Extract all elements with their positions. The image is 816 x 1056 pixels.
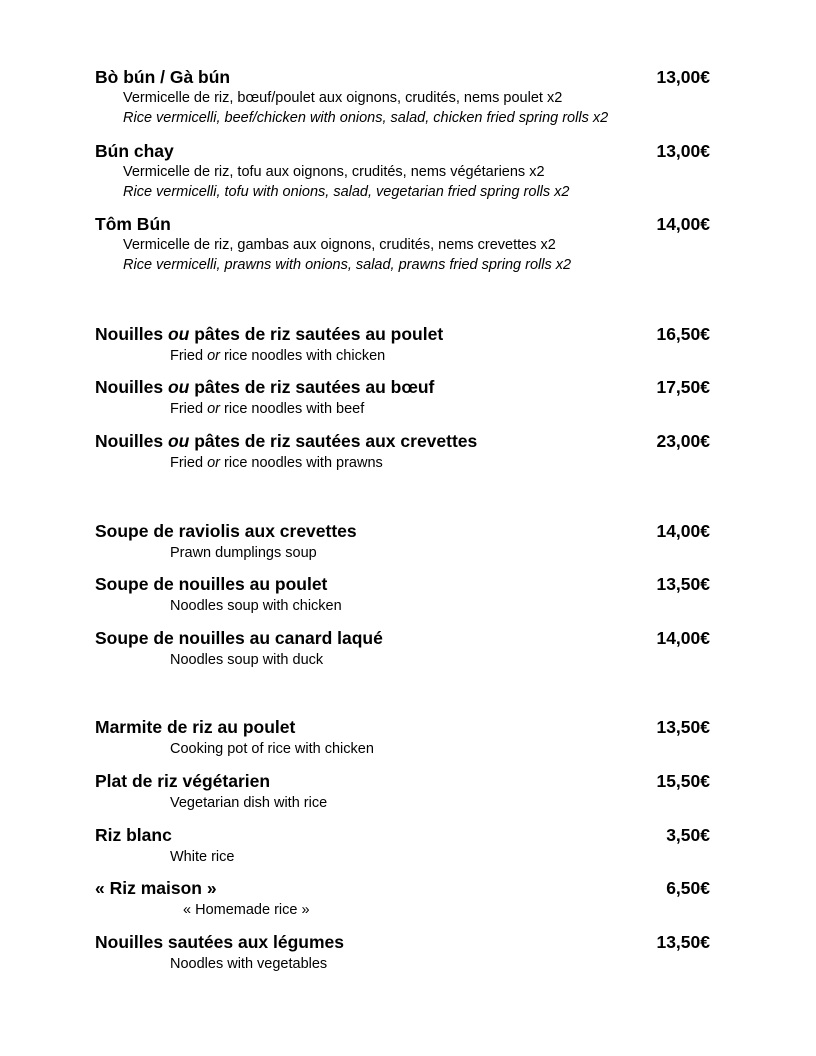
dish-name: Bún chay — [95, 141, 174, 161]
dish-price: 13,50€ — [656, 717, 710, 737]
menu-item-soup-prawn-dumplings — [95, 520, 710, 563]
menu-item-soup-chicken — [95, 573, 710, 616]
dish-name: Nouilles ou pâtes de riz sautées aux crevettes — [95, 431, 478, 451]
dish-price: 6,50€ — [666, 878, 710, 898]
dish-name: Marmite de riz au poulet — [95, 717, 296, 737]
menu-item-vegetarian-rice — [95, 770, 710, 813]
dish-desc-en: Fried or rice noodles with prawns — [170, 455, 383, 471]
menu-item-bo-bun — [95, 66, 710, 128]
dish-name: Nouilles ou pâtes de riz sautées au bœuf — [95, 377, 435, 397]
dish-price: 13,50€ — [656, 574, 710, 594]
dish-desc-fr: Vermicelle de riz, gambas aux oignons, crudités, nems crevettes x2 — [123, 237, 556, 253]
dish-price: 16,50€ — [656, 324, 710, 344]
dish-desc-fr: Vermicelle de riz, bœuf/poulet aux oignons, crudités, nems poulet x2 — [123, 90, 563, 106]
dish-price: 13,00€ — [656, 67, 710, 87]
menu-item-noodles-prawns — [95, 430, 710, 473]
dish-price: 14,00€ — [656, 521, 710, 541]
dish-name: Soupe de raviolis aux crevettes — [95, 521, 357, 541]
dish-name: Nouilles sautées aux légumes — [95, 932, 344, 952]
dish-desc-en: Prawn dumplings soup — [170, 545, 317, 561]
dish-desc-en: Fried or rice noodles with chicken — [170, 348, 386, 364]
dish-name: Soupe de nouilles au canard laqué — [95, 628, 383, 648]
dish-price: 13,00€ — [656, 141, 710, 161]
menu-item-soup-duck — [95, 627, 710, 670]
dish-desc-en: Cooking pot of rice with chicken — [170, 741, 374, 757]
dish-price: 23,00€ — [656, 431, 710, 451]
dish-price: 14,00€ — [656, 214, 710, 234]
dish-name: Tôm Bún — [95, 214, 171, 234]
dish-desc-en: Noodles with vegetables — [170, 956, 328, 972]
dish-desc-en: White rice — [170, 849, 235, 865]
menu-item-homemade-rice — [95, 877, 710, 920]
dish-desc-en: « Homemade rice » — [183, 902, 310, 918]
dish-desc-en: Rice vermicelli, prawns with onions, salad, prawns fried spring rolls x2 — [123, 257, 572, 273]
dish-desc-en: Noodles soup with chicken — [170, 598, 342, 614]
menu-item-noodles-beef — [95, 376, 710, 419]
menu-item-bun-chay — [95, 140, 710, 202]
dish-name: Nouilles ou pâtes de riz sautées au poulet — [95, 324, 444, 344]
dish-desc-en: Noodles soup with duck — [170, 652, 324, 668]
menu-item-vegetable-noodles — [95, 931, 710, 974]
dish-name: « Riz maison » — [95, 878, 217, 898]
dish-desc-fr: Vermicelle de riz, tofu aux oignons, crudités, nems végétariens x2 — [123, 164, 545, 180]
menu-item-noodles-chicken — [95, 323, 710, 366]
dish-price: 14,00€ — [656, 628, 710, 648]
dish-name: Plat de riz végétarien — [95, 771, 271, 791]
menu-item-rice-pot-chicken — [95, 716, 710, 759]
dish-name: Riz blanc — [95, 825, 172, 845]
dish-desc-en: Fried or rice noodles with beef — [170, 401, 365, 417]
dish-desc-en: Rice vermicelli, beef/chicken with onions, salad, chicken fried spring rolls x2 — [123, 110, 609, 126]
menu-item-tom-bun — [95, 213, 710, 275]
dish-price: 17,50€ — [656, 377, 710, 397]
dish-name: Bò bún / Gà bún — [95, 67, 231, 87]
dish-desc-en: Vegetarian dish with rice — [170, 795, 328, 811]
dish-name: Soupe de nouilles au poulet — [95, 574, 328, 594]
dish-price: 13,50€ — [656, 932, 710, 952]
dish-price: 15,50€ — [656, 771, 710, 791]
dish-price: 3,50€ — [666, 825, 710, 845]
menu-item-white-rice — [95, 824, 710, 867]
dish-desc-en: Rice vermicelli, tofu with onions, salad, vegetarian fried spring rolls x2 — [123, 184, 570, 200]
